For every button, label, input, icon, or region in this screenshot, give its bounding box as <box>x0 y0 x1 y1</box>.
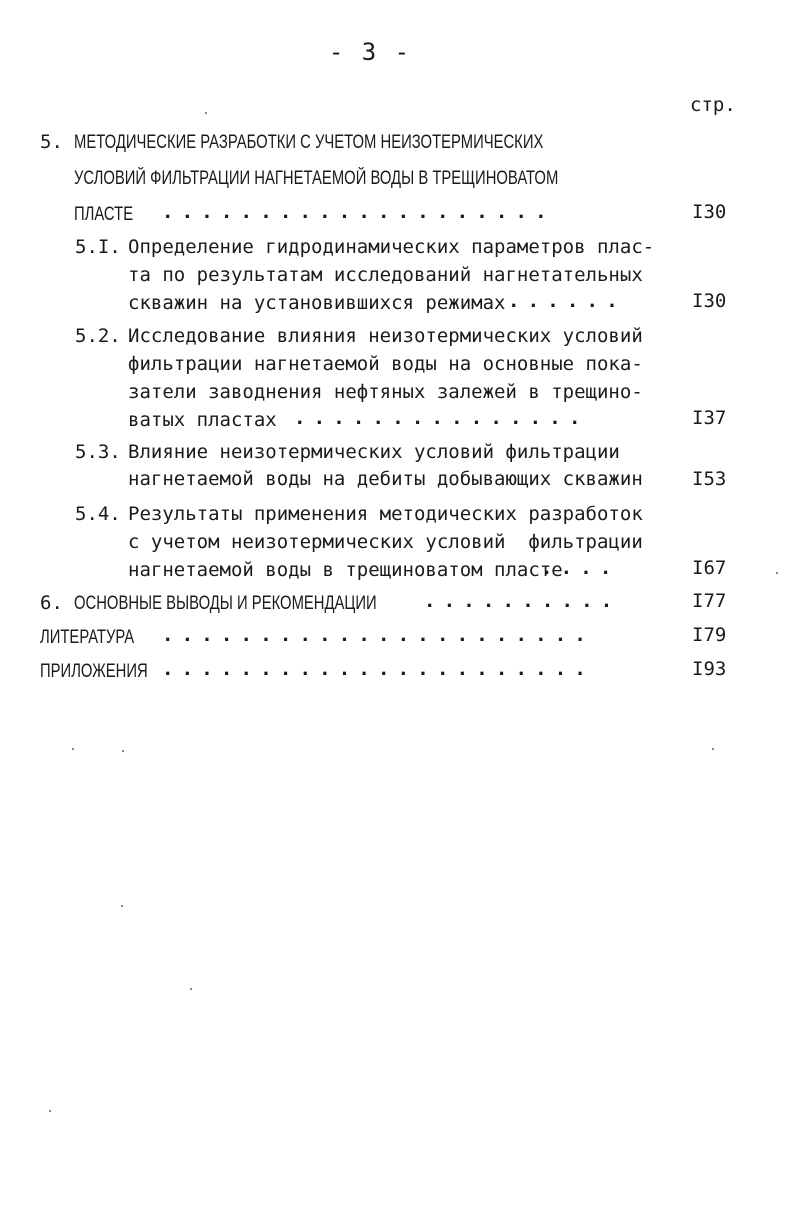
toc-entry-5-2-line-1: Исследование влияния неизотермических условий <box>128 325 643 347</box>
toc-entry-5-3-line-1: Влияние неизотермических условий фильтрации <box>128 441 620 463</box>
toc-entry-5-2-line-4: ватых пластах <box>128 409 277 431</box>
toc-entry-literature-page: I79 <box>692 624 727 646</box>
scan-speck <box>72 748 74 750</box>
scan-speck <box>122 750 124 752</box>
scan-speck <box>49 1110 51 1112</box>
toc-entry-6-number: 6. <box>40 592 63 614</box>
toc-entry-5-2-line-2: фильтрации нагнетаемой воды на основные пока- <box>128 353 643 375</box>
scan-speck <box>776 572 778 574</box>
scan-speck <box>121 905 123 907</box>
toc-entry-5-4-number: 5.4. <box>75 503 121 525</box>
toc-entry-5-4-page: I67 <box>692 557 727 579</box>
toc-entry-5-4-leader: .... <box>541 557 620 579</box>
toc-entry-5-1-line-1: Определение гидродинамических параметров плас- <box>128 236 655 258</box>
toc-entry-literature-title: ЛИТЕРАТУРА <box>40 627 135 648</box>
scan-speck <box>205 112 207 114</box>
toc-entry-6-leader: .......... <box>424 590 621 612</box>
toc-entry-5-4-line-3: нагнетаемой воды в трещиноватом пласте <box>128 559 563 581</box>
scan-speck <box>190 988 192 990</box>
toc-entry-appendices-page: I93 <box>692 658 727 680</box>
toc-entry-5-number: 5. <box>40 131 63 153</box>
scan-speck <box>712 748 714 750</box>
toc-entry-5-title-line-2: УСЛОВИЙ ФИЛЬТРАЦИИ НАГНЕТАЕМОЙ ВОДЫ В ТРЕЩИНОВАТОМ <box>74 168 559 189</box>
toc-entry-5-4-line-2: с учетом неизотермических условий фильтрации <box>128 531 643 553</box>
toc-entry-5-2-leader: ............... <box>294 407 589 429</box>
toc-entry-6-page: I77 <box>692 590 727 612</box>
page-number: - 3 - <box>328 38 412 66</box>
toc-entry-5-leader: .................... <box>162 201 555 223</box>
toc-entry-5-2-page: I37 <box>692 407 727 429</box>
toc-entry-5-2-number: 5.2. <box>75 325 121 347</box>
toc-entry-5-1-leader: ...... <box>508 290 626 312</box>
toc-entry-5-1-line-2: та по результатам исследований нагнетательных <box>128 264 643 286</box>
toc-entry-5-1-number: 5.I. <box>75 236 121 258</box>
toc-entry-literature-leader: ...................... <box>162 624 595 646</box>
page-column-label: стр. <box>690 94 736 116</box>
toc-entry-5-1-line-3: скважин на установившихся режимах <box>128 292 506 314</box>
toc-entry-5-title-line-1: МЕТОДИЧЕСКИЕ РАЗРАБОТКИ С УЧЕТОМ НЕИЗОТЕРМИЧЕСКИХ <box>74 132 544 153</box>
toc-entry-5-3-page: I53 <box>692 468 727 490</box>
toc-entry-5-2-line-3: затели заводнения нефтяных залежей в трещино- <box>128 381 643 403</box>
toc-entry-5-3-number: 5.3. <box>75 441 121 463</box>
toc-entry-appendices-title: ПРИЛОЖЕНИЯ <box>40 661 148 682</box>
toc-entry-appendices-leader: ...................... <box>162 658 595 680</box>
toc-entry-5-title-line-3: ПЛАСТЕ <box>74 204 134 225</box>
toc-entry-5-3-line-2: нагнетаемой воды на дебиты добывающих скважин <box>128 468 643 490</box>
toc-entry-5-1-page: I30 <box>692 290 727 312</box>
toc-entry-6-title: ОСНОВНЫЕ ВЫВОДЫ И РЕКОМЕНДАЦИИ <box>74 593 377 614</box>
toc-entry-5-page: I30 <box>692 201 727 223</box>
toc-entry-5-4-line-1: Результаты применения методических разработок <box>128 503 643 525</box>
